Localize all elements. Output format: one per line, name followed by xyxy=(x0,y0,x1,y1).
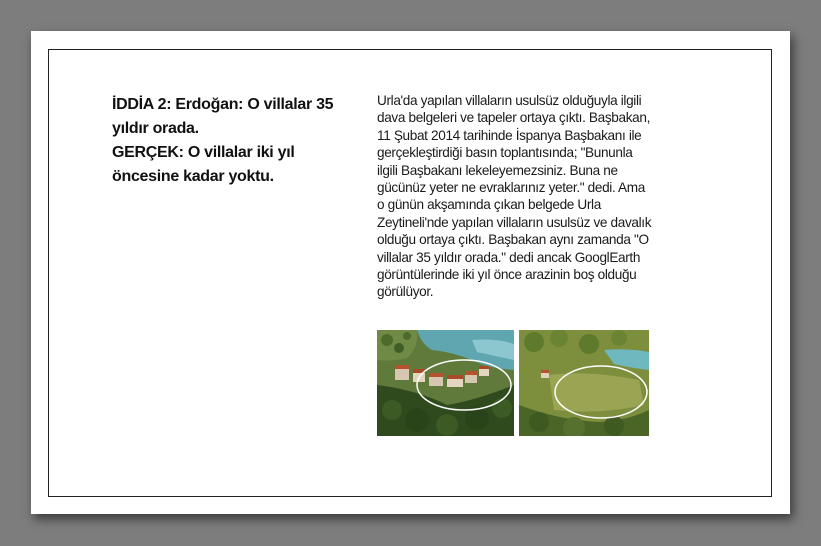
aerial-photos xyxy=(377,330,649,436)
article-card xyxy=(31,31,790,514)
aerial-photo-empty-land xyxy=(519,330,649,436)
claim-heading: İDDİA 2: Erdoğan: O villalar 35 yıldır orada. xyxy=(112,96,334,137)
body-paragraph: Urla'da yapılan villaların usulsüz olduğuyla ilgili dava belgeleri ve tapeler ortaya çıktı. Başbakan, 11 Şubat 2014 tarihinde İspanya Başbakanı ile gerçekleştirdiği basın toplantısında; "Bununla ilgili Başbakanı lekeleyemezsiniz. Buna ne gücünüz yeter ne evraklarınız yeter." dedi. Ama o günün akşamında çıkan belgede Urla Zeytineli'nde yapılan villaların usulsüz ve davalık olduğu ortaya çıktı. Başbakan aynı zamanda "O villalar 35 yıldır orada." dedi ancak GooglEarth görüntülerinde iki yıl önce arazinin boş olduğu görülüyor. xyxy=(377,93,652,300)
aerial-photo-with-villas xyxy=(377,330,514,436)
claim-block xyxy=(112,93,362,189)
fact-heading: GERÇEK: O villalar iki yıl öncesine kadar yoktu. xyxy=(112,144,295,185)
body-block xyxy=(377,92,662,301)
